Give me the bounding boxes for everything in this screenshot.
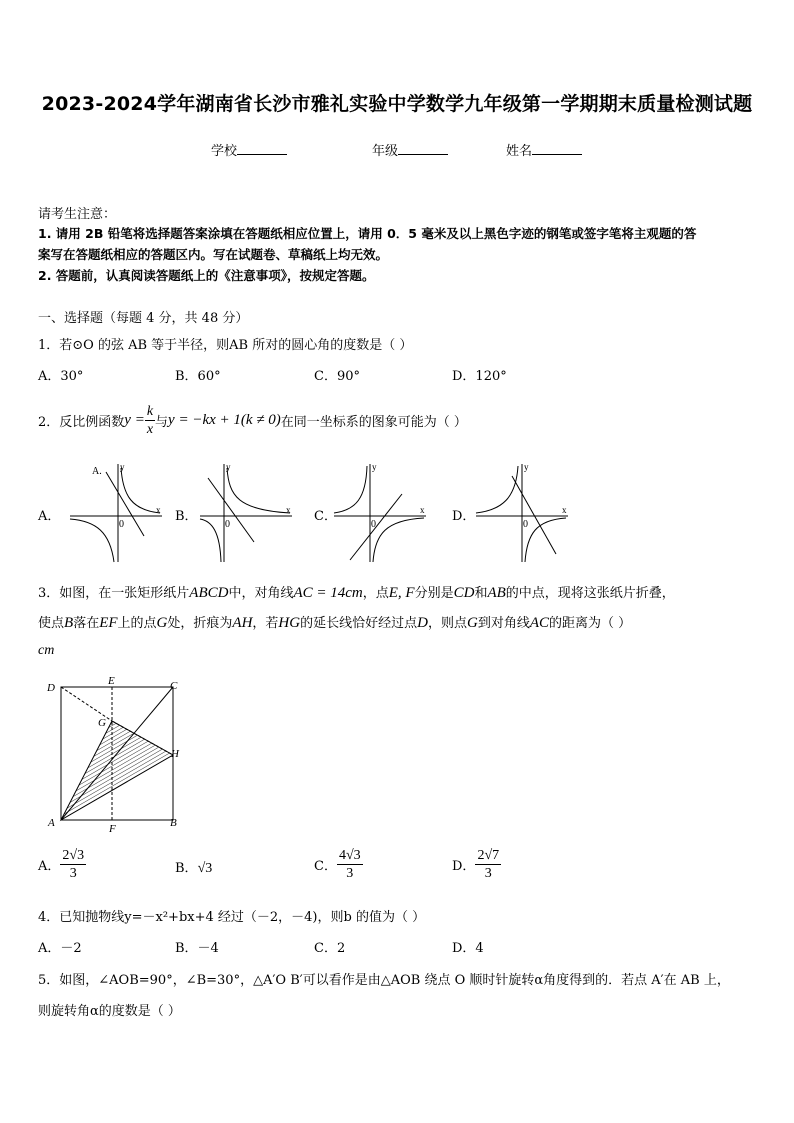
option-numerator: 2√3: [62, 848, 85, 863]
q2-stem: [38, 398, 467, 442]
q3-text: ，点: [362, 586, 389, 601]
label-e: E: [108, 675, 115, 687]
notice-line-1b: 案写在答题纸相应的答题区内。写在试题卷、草稿纸上均无效。: [38, 247, 389, 262]
x-axis-label: x: [420, 505, 425, 515]
q2-option-a: A．: [38, 509, 61, 524]
q3-math-ef: E, F: [388, 585, 415, 601]
grade-field: [372, 140, 448, 159]
q3-math-ac-eq: AC = 14cm: [293, 585, 363, 601]
q3-math-b: B: [64, 615, 74, 631]
y-axis-label: y: [120, 462, 125, 472]
q3-math-ah: AH: [232, 615, 253, 631]
grade-blank: [398, 142, 448, 155]
q3-text: 和: [474, 586, 488, 601]
option-denominator: 3: [346, 866, 354, 881]
q2-prefix: 2．反比例函数: [38, 414, 125, 430]
q3-line-1: [38, 582, 675, 602]
q3-math-ef: EF: [99, 615, 118, 631]
q3-math-ac: AC: [529, 615, 549, 631]
origin-label: 0: [523, 519, 528, 530]
q1-option-b: B．60°: [175, 369, 221, 384]
q3-unit: cm: [38, 643, 55, 658]
label-h: H: [171, 748, 179, 760]
notice-line-1a: 1. 请用 2B 铅笔将选择题答案涂填在答题纸相应位置上，请用 0．5 毫米及以上黑色字迹的钢笔或签字笔将主观题的答: [38, 226, 697, 241]
hyperbola-branch: [227, 468, 290, 513]
q3-text: 3．如图，在一张矩形纸片: [38, 586, 190, 601]
line-graph: [512, 476, 556, 554]
q3-math-d: D: [417, 615, 428, 631]
name-field: [506, 140, 582, 159]
q3-option-a: [38, 847, 86, 882]
x-axis-label: x: [156, 505, 161, 515]
graph-a-label: A.: [92, 466, 102, 477]
option-label: B．: [175, 861, 198, 876]
y-axis-label: y: [372, 462, 377, 472]
line-graph: [106, 472, 144, 536]
q3-math-ab: AB: [487, 585, 506, 601]
label-c: C: [170, 680, 178, 692]
name-blank: [532, 142, 582, 155]
q2-frac-den: x: [146, 421, 154, 437]
hyperbola-branch: [70, 519, 114, 562]
q3-math-g: G: [466, 615, 478, 631]
q2-mid: 与: [155, 414, 169, 430]
q4-stem: 4．已知抛物线y=－x²+bx+4 经过（－2，－4)，则b 的值为（ ）: [38, 910, 426, 925]
origin-label: 0: [371, 519, 376, 530]
q4-option-c: C．2: [314, 941, 346, 956]
q1-stem: 1．若⊙O 的弦 AB 等于半径，则AB 所对的圆心角的度数是（ ）: [38, 338, 413, 353]
q2-option-d: D．: [452, 509, 476, 524]
q1-option-d: D．120°: [452, 369, 507, 384]
q1-option-c: C．90°: [314, 369, 360, 384]
grade-label: 年级: [372, 144, 399, 159]
school-label: 学校: [211, 144, 238, 159]
x-axis-label: x: [562, 505, 567, 515]
q2-graph-b: [196, 458, 296, 566]
option-denominator: 3: [484, 866, 492, 881]
q2-option-c: C．: [314, 509, 337, 524]
q3-math-g: G: [156, 615, 168, 631]
q2-option-b: B．: [175, 509, 198, 524]
y-axis-label: y: [226, 462, 231, 472]
label-d: D: [47, 682, 55, 694]
q3-option-b: [175, 857, 212, 877]
q3-option-d: [452, 847, 501, 882]
q3-text: ，若: [252, 616, 279, 631]
q3-text: 中，对角线: [228, 586, 294, 601]
notice-heading: 请考生注意：: [38, 207, 117, 222]
label-g: G: [98, 717, 106, 729]
name-label: 姓名: [506, 144, 533, 159]
triangle-agh: [61, 721, 173, 820]
q2-suffix: 在同一坐标系的图象可能为（ ）: [280, 414, 467, 430]
q3-math-abcd: ABCD: [189, 585, 229, 601]
option-numerator: 4√3: [338, 848, 361, 863]
label-f: F: [109, 823, 116, 834]
origin-label: 0: [225, 519, 230, 530]
origin-label: 0: [119, 519, 124, 530]
q2-y1: y =: [124, 411, 145, 428]
q2-y2: y = −kx + 1(k ≠ 0): [168, 411, 281, 428]
q3-text: 的延长线恰好经过点: [300, 616, 418, 631]
q3-text: 上的点: [117, 616, 157, 631]
option-label: D．: [452, 859, 476, 874]
q3-text: 的距离为（ ）: [549, 616, 632, 631]
school-field: [211, 140, 287, 159]
notice-line-2: 2. 答题前，认真阅读答题纸上的《注意事项》，按规定答题。: [38, 268, 375, 283]
q3-option-c: [314, 847, 363, 882]
q2-graph-d: [472, 458, 572, 566]
q3-math-hg: HG: [278, 615, 301, 631]
option-denominator: 3: [69, 866, 77, 881]
q5-line-1: 5．如图，∠AOB=90°，∠B=30°，△A′O B′可以看作是由△AOB 绕点 O 顺时针旋转α角度得到的．若点 A′在 AB 上，: [38, 973, 730, 988]
q2-graph-a: [66, 458, 166, 566]
y-axis-label: y: [524, 462, 529, 472]
q5-line-2: 则旋转角α的度数是（ ）: [38, 1004, 181, 1019]
q3-line-2: [38, 612, 631, 632]
label-a: A: [48, 817, 55, 829]
q3-math-cd: CD: [453, 585, 475, 601]
q1-option-a: A．30°: [38, 369, 84, 384]
option-fraction: [60, 847, 86, 882]
hyperbola-branch: [200, 519, 221, 562]
q2-frac-num: k: [146, 403, 154, 419]
q4-option-b: B．－4: [175, 941, 219, 956]
q3-figure: [40, 674, 190, 834]
q2-graph-c: [330, 458, 430, 566]
label-b: B: [170, 817, 177, 829]
q3-text: ，则点: [427, 616, 467, 631]
dashed-dg: [61, 687, 112, 721]
section-heading: 一、选择题（每题 4 分，共 48 分）: [38, 311, 249, 326]
q3-text: 到对角线: [477, 616, 530, 631]
q3-text: 处，折痕为: [167, 616, 233, 631]
option-numerator: 2√7: [477, 848, 500, 863]
q3-text: 分别是: [414, 586, 454, 601]
q3-text: 使点: [38, 616, 65, 631]
page-title: 2023-2024学年湖南省长沙市雅礼实验中学数学九年级第一学期期末质量检测试题: [41, 93, 753, 115]
q3-text: 落在: [73, 616, 100, 631]
line-graph: [350, 494, 402, 560]
option-label: C．: [314, 859, 337, 874]
option-fraction: [337, 847, 363, 882]
hyperbola-branch: [476, 466, 518, 513]
hyperbola-branch: [373, 518, 424, 562]
hyperbola-branch: [525, 518, 566, 562]
q3-text: 的中点，现将这张纸片折叠，: [505, 586, 675, 601]
option-value: √3: [197, 861, 213, 876]
school-blank: [237, 142, 287, 155]
q2-fraction: [145, 403, 155, 438]
q4-option-d: D．4: [452, 941, 484, 956]
q4-option-a: A．－2: [38, 941, 82, 956]
x-axis-label: x: [286, 505, 291, 515]
hyperbola-branch: [334, 466, 367, 513]
option-fraction: [475, 847, 501, 882]
option-label: A．: [38, 859, 61, 874]
